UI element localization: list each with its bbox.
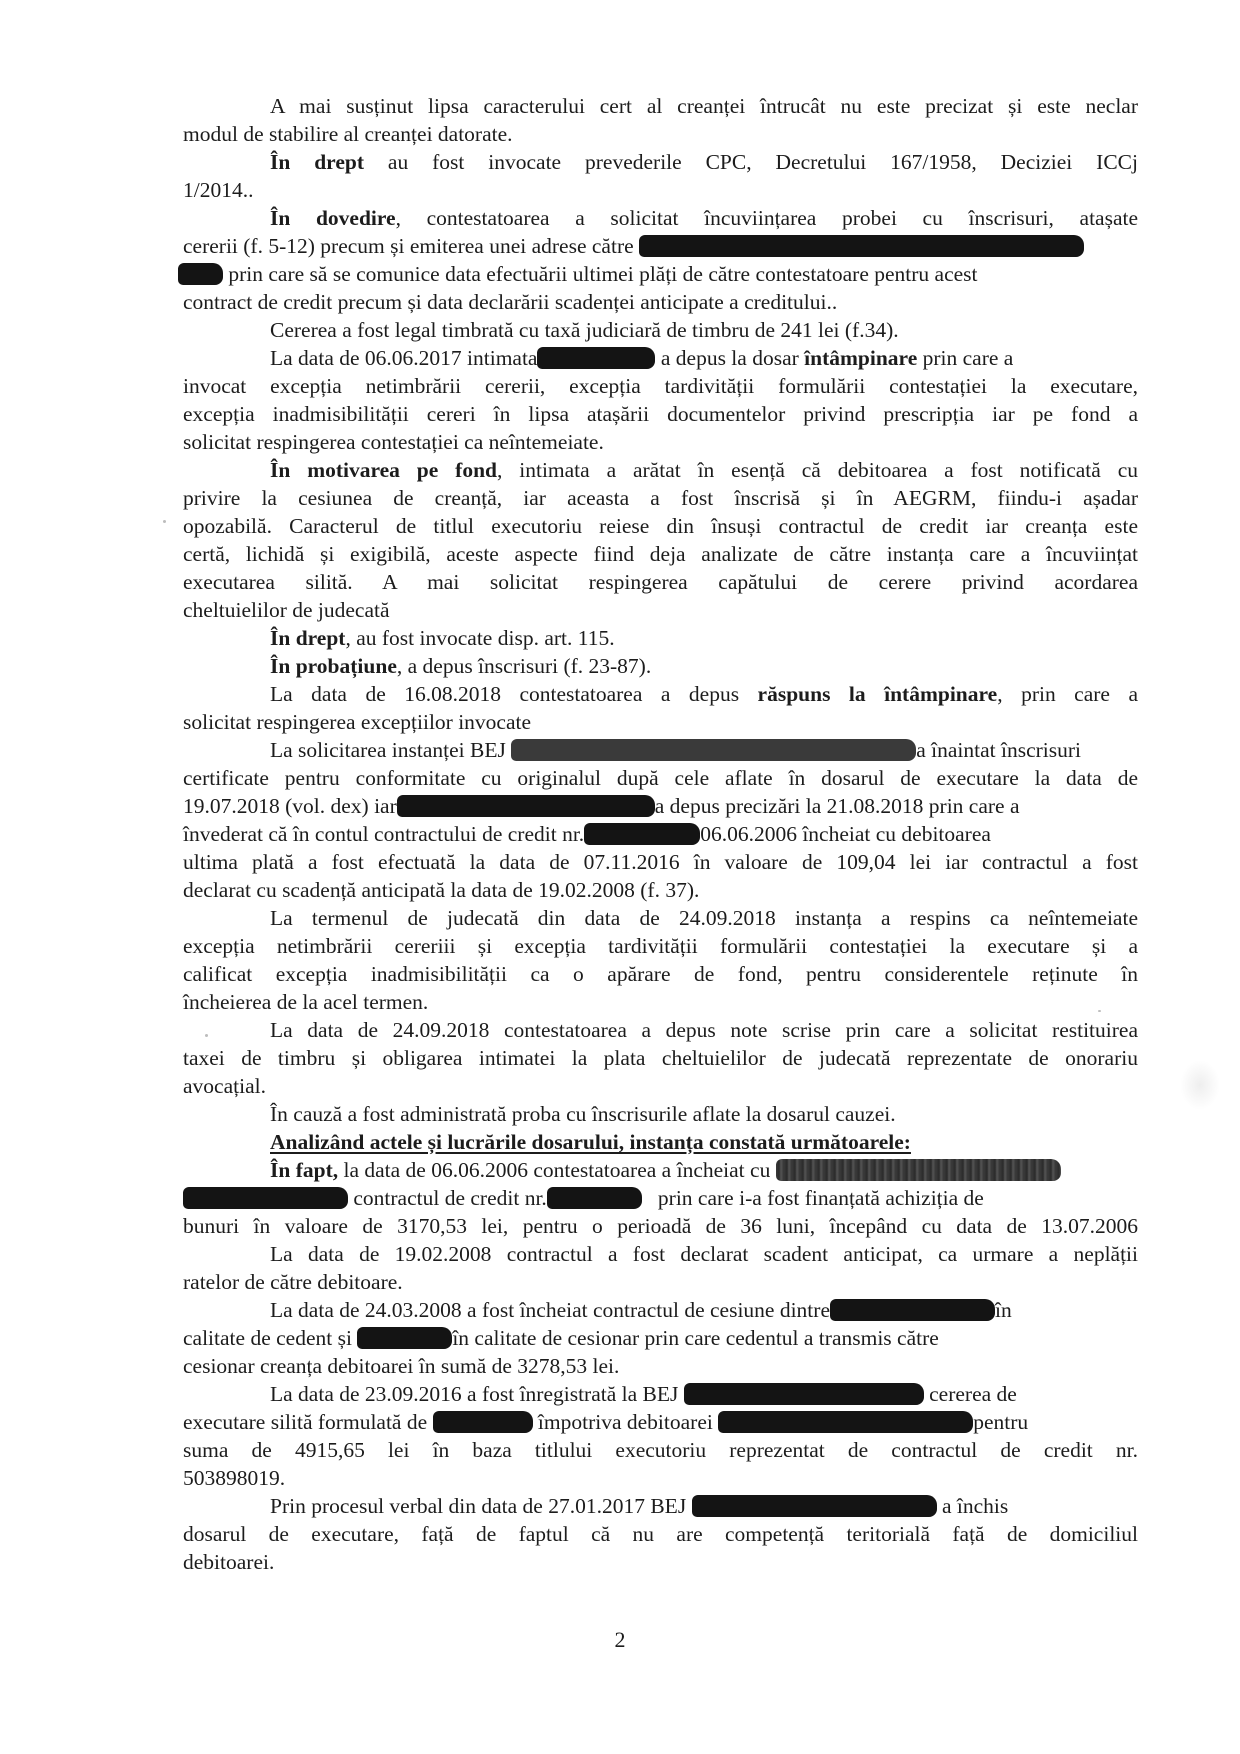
paragraph-line	[183, 876, 1138, 904]
paragraph-line	[183, 568, 1138, 596]
paragraph-line	[183, 848, 1138, 876]
paragraph-line	[270, 1296, 1138, 1324]
page-number: 2	[614, 1627, 626, 1652]
paragraph-line	[183, 1072, 1138, 1100]
line-text: excepția netimbrării cereriii și excepția tardivității formulării contestației la executare și a	[183, 934, 1138, 958]
paragraph-line	[270, 1156, 1138, 1184]
paragraph-line	[183, 1548, 1138, 1576]
section-heading: În drept	[270, 150, 365, 174]
line-text: contract de credit precum și data declarării scadenței anticipate a creditului..	[183, 290, 838, 314]
line-text: suma de 4915,65 lei în baza titlului executoriu reprezentat de contractul de credit nr.	[183, 1438, 1138, 1462]
line-text: La solicitarea instanței BEJ	[270, 738, 506, 762]
redaction-bar	[718, 1411, 973, 1433]
paragraph-line	[270, 344, 1138, 372]
line-text: solicitat respingerea contestației ca neîntemeiate.	[183, 430, 604, 454]
line-text: 06.06.2006 încheiat cu debitoarea	[700, 822, 991, 846]
line-text: A mai susținut lipsa caracterului cert al creanței întrucât nu este precizat și este neclar	[270, 94, 1138, 118]
redaction-bar	[639, 235, 1084, 257]
line-text: 503898019.	[183, 1466, 286, 1490]
line-text: taxei de timbru și obligarea intimatei la plata cheltuielilor de judecată reprezentate de onorariu	[183, 1046, 1138, 1070]
line-text: au fost invocate prevederile CPC, Decretului 167/1958, Deciziei ICCj	[364, 150, 1138, 174]
paragraph-line	[183, 176, 1138, 204]
line-text: la data de 06.06.2006 contestatoarea a încheiat cu	[338, 1158, 771, 1182]
line-text: prin care i-a fost finanțată achiziția de	[657, 1186, 984, 1210]
redaction-bar	[357, 1327, 452, 1349]
line-text: 1/2014..	[183, 178, 254, 202]
scan-speck	[205, 1034, 208, 1037]
paragraph-line	[270, 736, 1138, 764]
paragraph-line	[270, 904, 1138, 932]
paragraph-line	[270, 624, 1138, 652]
paragraph-line	[183, 400, 1138, 428]
line-text: prin care să se comunice data efectuării ultimei plăți de către contestatoare pentru acest	[228, 262, 978, 286]
paragraph-line	[270, 652, 1138, 680]
redaction-bar	[397, 795, 655, 817]
line-text: cererii (f. 5-12) precum și emiterea unei adrese către	[183, 234, 634, 258]
line-text: încheierea de la acel termen.	[183, 990, 429, 1014]
redaction-bar	[511, 739, 916, 761]
line-text: solicitat respingerea excepțiilor invocate	[183, 710, 532, 734]
line-text: în calitate de cesionar prin care cedentul a transmis către	[452, 1326, 939, 1350]
line-text: debitoarei.	[183, 1550, 275, 1574]
section-heading: În motivarea pe fond	[270, 458, 497, 482]
redaction-bar	[547, 1187, 642, 1209]
line-text: cheltuielilor de judecată	[183, 598, 390, 622]
paragraph-line	[183, 120, 1138, 148]
section-heading: În dovedire	[270, 206, 396, 230]
line-text: , contestatoarea a solicitat încuviințarea probei cu înscrisuri, atașate	[395, 206, 1139, 230]
paragraph-line	[183, 764, 1138, 792]
emphasis-text: întâmpinare	[804, 346, 918, 370]
paragraph-line	[270, 680, 1138, 708]
line-text: împotriva debitoarei	[537, 1410, 713, 1434]
redaction-bar	[178, 263, 223, 285]
paragraph-line	[270, 148, 1138, 176]
line-text: cesionar creanța debitoarei în sumă de 3278,53 lei.	[183, 1354, 620, 1378]
paragraph-line	[183, 512, 1138, 540]
paragraph-line	[183, 792, 1138, 820]
paragraph-line	[183, 1268, 1138, 1296]
redaction-bar	[537, 347, 655, 369]
redaction-bar	[692, 1495, 937, 1517]
scan-speck	[1098, 1010, 1101, 1012]
line-text: La data de 06.06.2017 intimata	[270, 346, 538, 370]
paragraph-line	[183, 708, 1138, 736]
redaction-bar	[684, 1383, 924, 1405]
line-text: Cererea a fost legal timbrată cu taxă judiciară de timbru de 241 lei (f.34).	[270, 318, 899, 342]
paragraph-line	[183, 1436, 1138, 1464]
line-text: executare silită formulată de	[183, 1410, 428, 1434]
line-text: executarea silită. A mai solicitat respingerea capătului de cerere privind acordarea	[183, 570, 1138, 594]
line-text: a depus precizări la 21.08.2018 prin care a	[654, 794, 1020, 818]
paragraph-line	[183, 1408, 1138, 1436]
line-text: a înaintat înscrisuri	[916, 738, 1081, 762]
line-text: pentru	[973, 1410, 1029, 1434]
line-text: La termenul de judecată din data de 24.09.2018 instanța a respins ca neîntemeiate	[270, 906, 1138, 930]
line-text: a depus la dosar	[660, 346, 805, 370]
paragraph-line	[183, 1464, 1138, 1492]
line-text: calificat excepția inadmisibilității ca o apărare de fond, pentru considerentele reținute în	[183, 962, 1138, 986]
paragraph-line	[183, 1324, 1138, 1352]
paragraph-line	[183, 1044, 1138, 1072]
line-text: bunuri în valoare de 3170,53 lei, pentru o perioadă de 36 luni, începând cu data de 13.07.2006	[183, 1214, 1138, 1238]
paragraph-line	[270, 1016, 1138, 1044]
line-text: 19.07.2018 (vol. dex) iar	[183, 794, 397, 818]
redaction-bar	[584, 823, 700, 845]
line-text: calitate de cedent și	[183, 1326, 352, 1350]
redaction-bar	[830, 1299, 995, 1321]
line-text: excepția inadmisibilității cereri în lipsa atașării documentelor privind prescripția iar pe fond a	[183, 402, 1138, 426]
redaction-bar	[433, 1411, 533, 1433]
redaction-bar	[776, 1159, 1061, 1181]
paragraph-line	[178, 260, 1133, 288]
line-text: invocat excepția netimbrării cererii, excepția tardivității formulării contestației la executare,	[183, 374, 1138, 398]
line-text: cererea de	[929, 1382, 1017, 1406]
line-text: modul de stabilire al creanței datorate.	[183, 122, 513, 146]
line-text: , a depus înscrisuri (f. 23-87).	[396, 654, 652, 678]
line-text: La data de 16.08.2018 contestatoarea a depus	[270, 682, 758, 706]
line-text: opozabilă. Caracterul de titlul executoriu reiese din însuși contractul de credit iar creanța este	[183, 514, 1138, 538]
line-text: , intimata a arătat în esență că debitoarea a fost notificată cu	[497, 458, 1138, 482]
line-text: , au fost invocate disp. art. 115.	[345, 626, 615, 650]
paragraph-line	[183, 540, 1138, 568]
paragraph-line	[183, 1212, 1138, 1240]
paragraph-line	[183, 960, 1138, 988]
paragraph-line	[183, 1184, 1138, 1212]
paragraph-line	[270, 1240, 1138, 1268]
paragraph-line	[270, 456, 1138, 484]
paragraph-line	[183, 596, 1138, 624]
section-heading: În drept	[270, 626, 346, 650]
line-text: , prin care a	[997, 682, 1138, 706]
section-heading: În fapt,	[270, 1158, 339, 1182]
section-heading: Analizând actele și lucrările dosarului, instanța constată următoarele:	[270, 1130, 911, 1154]
line-text: La data de 19.02.2008 contractul a fost declarat scadent anticipat, ca urmare a neplății	[270, 1242, 1138, 1266]
line-text: La data de 24.09.2018 contestatoarea a depus note scrise prin care a solicitat restituirea	[270, 1018, 1138, 1042]
line-text: certificate pentru conformitate cu originalul după cele aflate în dosarul de executare la data de	[183, 766, 1138, 790]
paragraph-line	[183, 932, 1138, 960]
paragraph-line	[270, 1100, 1138, 1128]
paragraph-line	[183, 232, 1138, 260]
line-text: a închis	[941, 1494, 1009, 1518]
line-text: ultima plată a fost efectuată la data de 07.11.2016 în valoare de 109,04 lei iar contractul a fost	[183, 850, 1138, 874]
scan-smudge	[1180, 1060, 1220, 1110]
emphasis-text: răspuns la întâmpinare	[757, 682, 998, 706]
paragraph-line	[183, 1352, 1138, 1380]
line-text: învederat că în contul contractului de credit nr.	[183, 822, 585, 846]
line-text: avocațial.	[183, 1074, 266, 1098]
paragraph-line	[183, 1520, 1138, 1548]
section-heading: În probațiune	[270, 654, 397, 678]
paragraph-line	[183, 288, 1138, 316]
paragraph-line	[270, 92, 1138, 120]
line-text: În cauză a fost administrată proba cu înscrisurile aflate la dosarul cauzei.	[270, 1102, 896, 1126]
paragraph-line	[183, 372, 1138, 400]
paragraph-line	[183, 484, 1138, 512]
line-text: privire la cesiunea de creanță, iar aceasta a fost înscrisă și în AEGRM, fiindu-i așadar	[183, 486, 1138, 510]
line-text: La data de 23.09.2016 a fost înregistrată la BEJ	[270, 1382, 679, 1406]
line-text: contractul de credit nr.	[353, 1186, 547, 1210]
paragraph-line	[183, 820, 1138, 848]
paragraph-line	[183, 428, 1138, 456]
line-text: certă, lichidă și exigibilă, aceste aspecte fiind deja analizate de către instanța care a încuviințat	[183, 542, 1138, 566]
redaction-bar	[183, 1187, 348, 1209]
scan-speck	[163, 520, 166, 523]
line-text: declarat cu scadență anticipată la data de 19.02.2008 (f. 37).	[183, 878, 700, 902]
paragraph-line	[270, 204, 1138, 232]
paragraph-line	[183, 988, 1138, 1016]
paragraph-line	[270, 316, 1138, 344]
line-text: în	[995, 1298, 1012, 1322]
line-text: Prin procesul verbal din data de 27.01.2017 BEJ	[270, 1494, 687, 1518]
paragraph-line	[270, 1128, 1138, 1156]
line-text: dosarul de executare, față de faptul că nu are competență teritorială față de domiciliul	[183, 1522, 1138, 1546]
paragraph-line	[270, 1380, 1138, 1408]
line-text: La data de 24.03.2008 a fost încheiat contractul de cesiune dintre	[270, 1298, 830, 1322]
line-text: ratelor de către debitoare.	[183, 1270, 403, 1294]
paragraph-line	[270, 1492, 1138, 1520]
line-text: prin care a	[917, 346, 1014, 370]
